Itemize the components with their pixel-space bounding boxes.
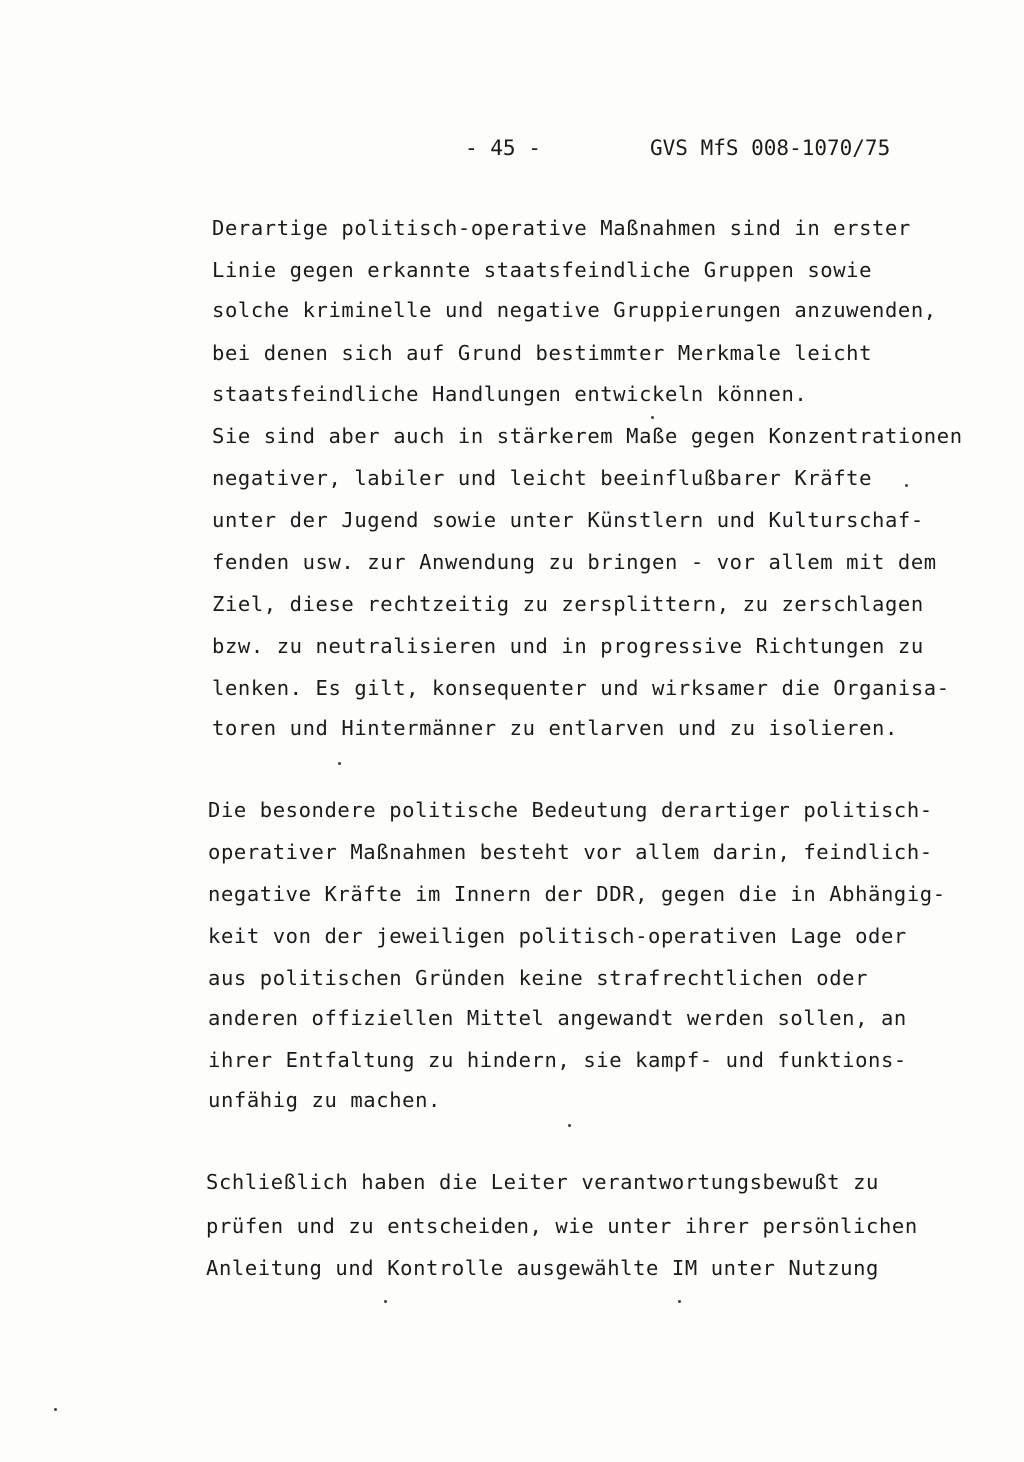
text-line: negativer, labiler und leicht beeinflußbarer Kräfte <box>212 466 873 490</box>
text-line: anderen offiziellen Mittel angewandt werden sollen, an <box>208 1006 907 1030</box>
text-line: toren und Hintermänner zu entlarven und zu isolieren. <box>212 716 898 740</box>
text-line: fenden usw. zur Anwendung zu bringen - vor allem mit dem <box>212 550 937 574</box>
text-line: aus politischen Gründen keine strafrechtlichen oder <box>208 966 869 990</box>
text-line: Ziel, diese rechtzeitig zu zersplittern, zu zerschlagen <box>212 592 924 616</box>
text-line: unter der Jugend sowie unter Künstlern und Kulturschaf- <box>212 508 924 532</box>
document-reference: GVS MfS 008-1070/75 <box>650 136 891 160</box>
text-line: bzw. zu neutralisieren und in progressive Richtungen zu <box>212 634 924 658</box>
text-line: ihrer Entfaltung zu hindern, sie kampf- und funktions- <box>208 1048 907 1072</box>
scan-speck <box>651 416 654 419</box>
text-line: Linie gegen erkannte staatsfeindliche Gruppen sowie <box>212 258 873 282</box>
text-line: Schließlich haben die Leiter verantwortungsbewußt zu <box>206 1170 879 1194</box>
scan-speck <box>568 1124 571 1127</box>
page-header <box>0 136 1024 166</box>
scan-speck <box>905 484 908 487</box>
text-line: lenken. Es gilt, konsequenter und wirksamer die Organisa- <box>212 676 950 700</box>
text-line: solche kriminelle und negative Gruppierungen anzuwenden, <box>212 298 937 322</box>
text-line: Derartige politisch-operative Maßnahmen sind in erster <box>212 216 911 240</box>
text-line: unfähig zu machen. <box>208 1088 441 1112</box>
page-number: - 45 - <box>465 136 541 160</box>
text-line: prüfen und zu entscheiden, wie unter ihrer persönlichen <box>206 1214 918 1238</box>
scan-speck <box>338 762 341 765</box>
text-line: Die besondere politische Bedeutung derartiger politisch- <box>208 798 933 822</box>
text-line: keit von der jeweiligen politisch-operativen Lage oder <box>208 924 907 948</box>
scan-speck <box>384 1300 387 1303</box>
text-line: staatsfeindliche Handlungen entwickeln können. <box>212 382 808 406</box>
text-line: Sie sind aber auch in stärkerem Maße gegen Konzentrationen <box>212 424 963 448</box>
text-line: negative Kräfte im Innern der DDR, gegen die in Abhängig- <box>208 882 946 906</box>
text-line: Anleitung und Kontrolle ausgewählte IM unter Nutzung <box>206 1256 879 1280</box>
scan-speck <box>678 1300 681 1303</box>
scan-speck <box>54 1408 57 1411</box>
text-line: bei denen sich auf Grund bestimmter Merkmale leicht <box>212 341 873 365</box>
text-line: operativer Maßnahmen besteht vor allem darin, feindlich- <box>208 840 933 864</box>
